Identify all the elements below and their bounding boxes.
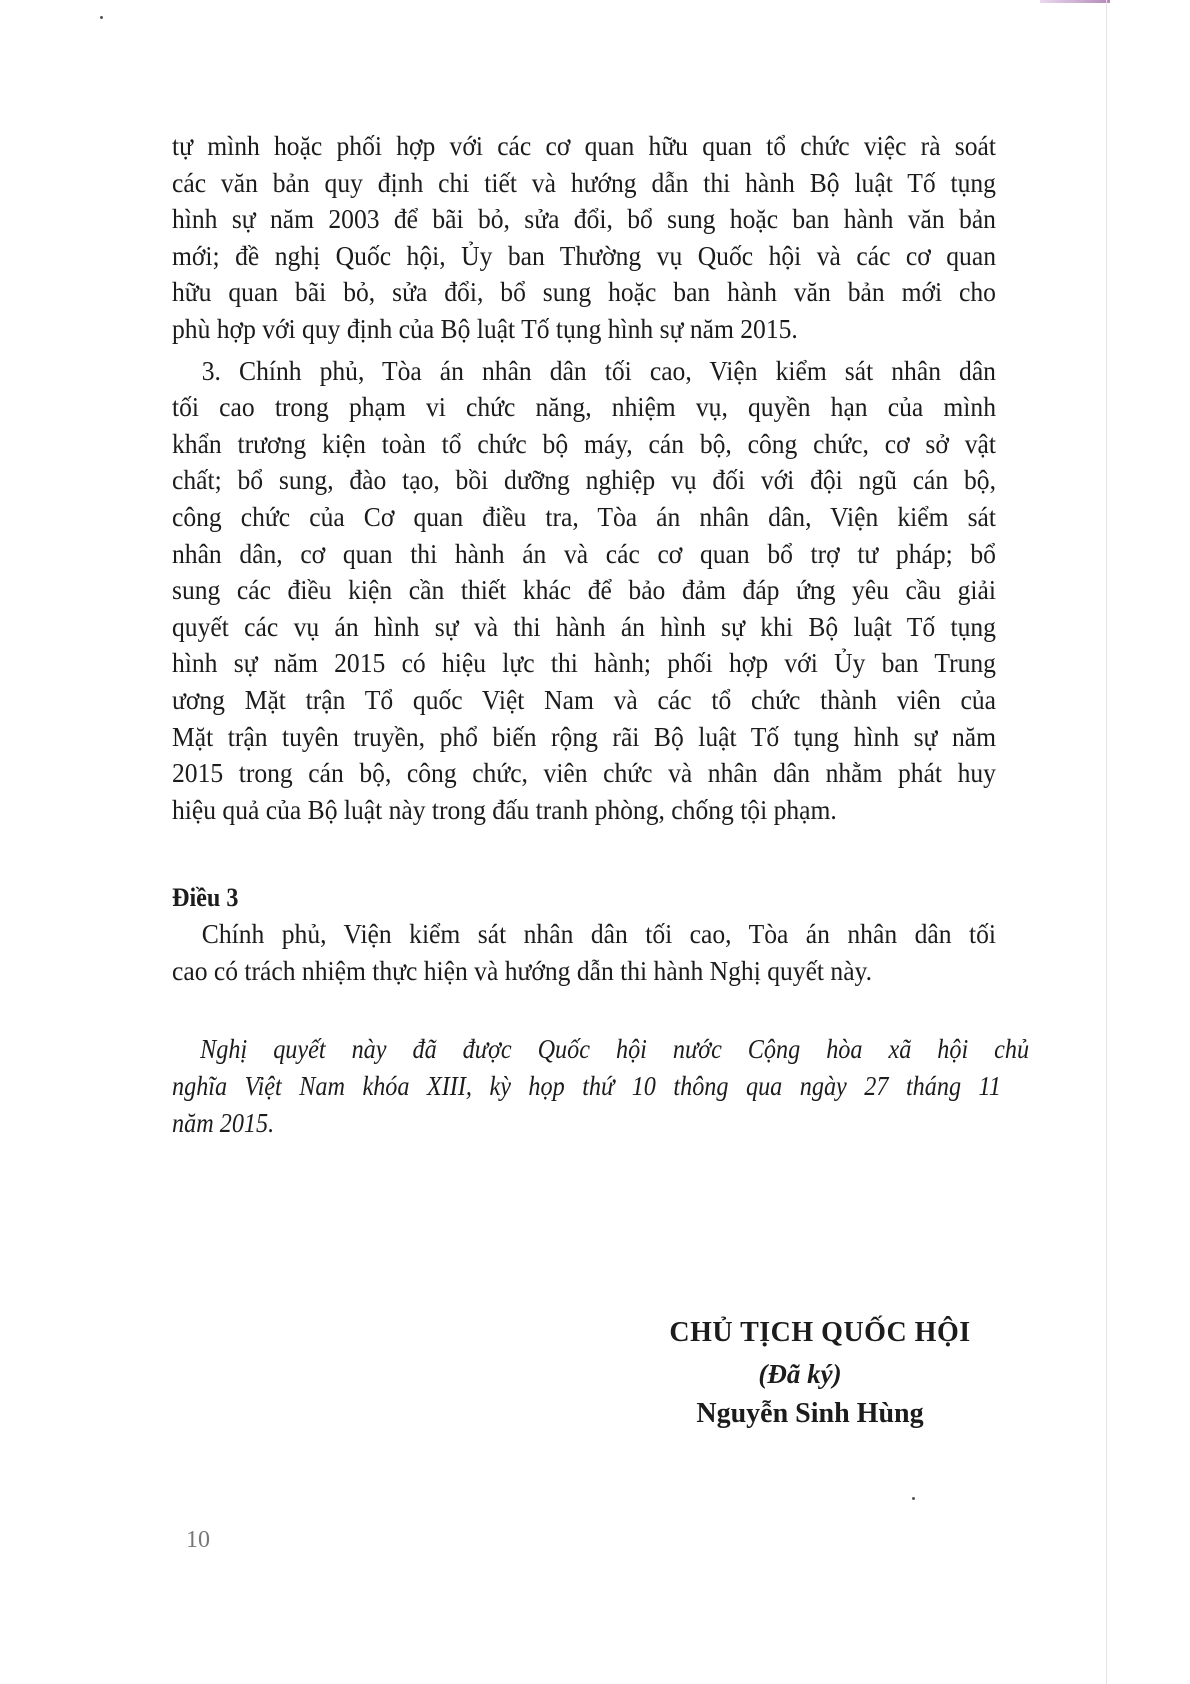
signer-title: CHỦ TỊCH QUỐC HỘI	[669, 1317, 971, 1348]
text-line: phù hợp với quy định của Bộ luật Tố tụng hình sự năm 2015.	[172, 312, 798, 344]
text-line: Mặt trận tuyên truyền, phổ biến rộng rãi Bộ luật Tố tụng hình sự năm	[172, 720, 996, 752]
document-body	[172, 128, 1030, 1141]
text-line: Chính phủ, Viện kiểm sát nhân dân tối cao, Tòa án nhân dân tối	[201, 918, 996, 950]
text-line: nghĩa Việt Nam khóa XIII, kỳ họp thứ 10 thông qua ngày 27 tháng 11	[172, 1070, 1001, 1102]
signed-note: (Đã ký)	[758, 1359, 842, 1389]
text-line: công chức của Cơ quan điều tra, Tòa án nhân dân, Viện kiểm sát	[172, 500, 996, 532]
text-line: 3. Chính phủ, Tòa án nhân dân tối cao, Viện kiểm sát nhân dân	[201, 354, 996, 386]
text-line: các văn bản quy định chi tiết và hướng dẫn thi hành Bộ luật Tố tụng	[172, 166, 996, 198]
text-line: năm 2015.	[172, 1106, 275, 1138]
text-line: tối cao trong phạm vi chức năng, nhiệm vụ, quyền hạn của mình	[172, 391, 996, 423]
page-number: 10	[186, 1527, 210, 1553]
text-line: khẩn trương kiện toàn tổ chức bộ máy, cán bộ, công chức, cơ sở vật	[172, 427, 996, 459]
text-line: 2015 trong cán bộ, công chức, viên chức và nhân dân nhằm phát huy	[172, 757, 996, 789]
signer-name: Nguyễn Sinh Hùng	[696, 1398, 924, 1429]
article-3-body	[172, 916, 1002, 989]
scan-speck	[100, 16, 103, 19]
text-line: cao có trách nhiệm thực hiện và hướng dẫn thi hành Nghị quyết này.	[172, 954, 873, 986]
paragraph-1	[172, 128, 1002, 348]
text-line: mới; đề nghị Quốc hội, Ủy ban Thường vụ Quốc hội và các cơ quan	[172, 239, 996, 271]
page-edge-right	[1106, 0, 1107, 1684]
signature-block	[600, 1312, 1040, 1434]
article-heading: Điều 3	[172, 883, 239, 913]
text-line: nhân dân, cơ quan thi hành án và các cơ quan bổ trợ tư pháp; bổ	[172, 537, 996, 569]
text-line: tự mình hoặc phối hợp với các cơ quan hữu quan tổ chức việc rà soát	[172, 130, 996, 161]
text-line: hình sự năm 2015 có hiệu lực thi hành; phối hợp với Ủy ban Trung	[172, 647, 996, 679]
text-line: chất; bổ sung, đào tạo, bồi dưỡng nghiệp vụ đối với đội ngũ cán bộ,	[172, 464, 996, 496]
text-line: Nghị quyết này đã được Quốc hội nước Cộng hòa xã hội chủ	[200, 1033, 1030, 1065]
text-line: ương Mặt trận Tổ quốc Việt Nam và các tổ chức thành viên của	[172, 683, 996, 715]
text-line: quyết các vụ án hình sự và thi hành án hình sự khi Bộ luật Tố tụng	[172, 610, 996, 642]
adoption-note	[172, 1031, 1030, 1141]
text-line: hiệu quả của Bộ luật này trong đấu tranh phòng, chống tội phạm.	[172, 793, 837, 825]
text-line: sung các điều kiện cần thiết khác để bảo đảm đáp ứng yêu cầu giải	[172, 574, 996, 606]
paragraph-2	[172, 353, 1002, 829]
text-line: hình sự năm 2003 để bãi bỏ, sửa đổi, bổ sung hoặc ban hành văn bản	[172, 203, 996, 235]
text-line: hữu quan bãi bỏ, sửa đổi, bổ sung hoặc ban hành văn bản mới cho	[172, 276, 996, 308]
page-edge-top	[1040, 0, 1110, 3]
scan-speck	[912, 1497, 915, 1500]
